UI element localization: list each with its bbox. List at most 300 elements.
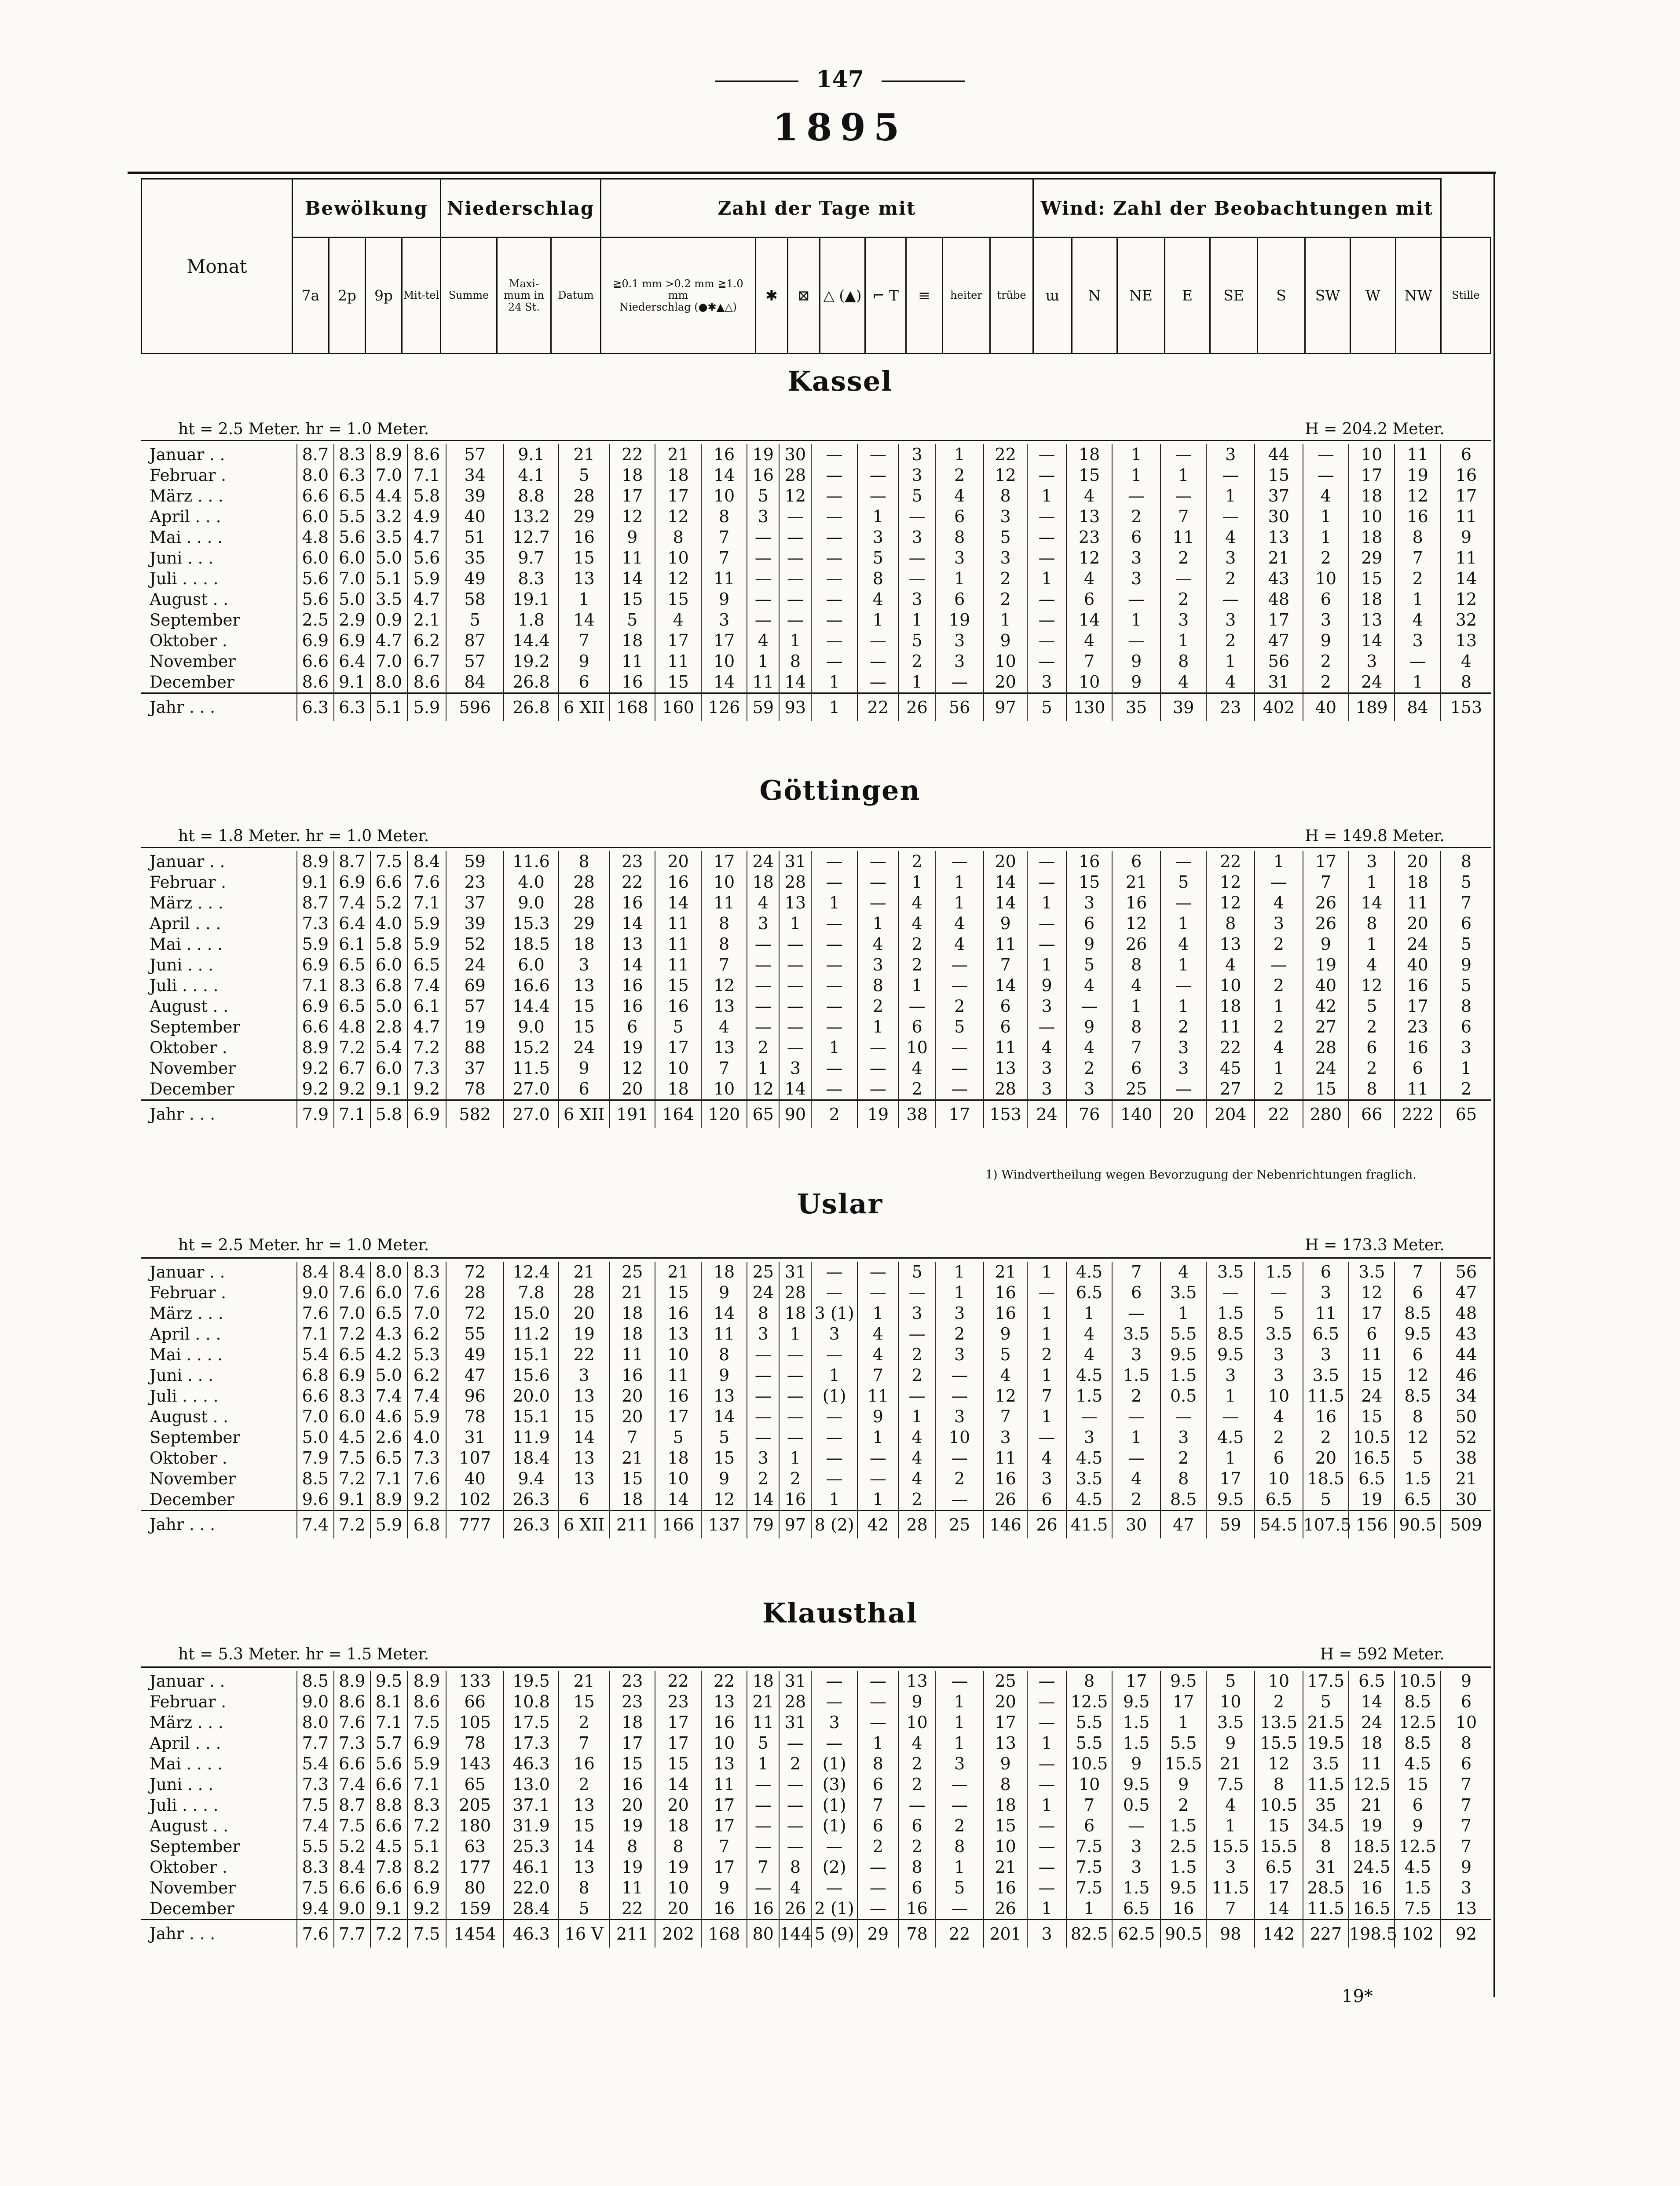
table-cell: 6 [1066,913,1112,934]
table-cell: 3 [1160,1427,1206,1448]
table-cell: 7.1 [297,975,334,996]
table-cell: 18.5 [504,934,559,955]
table-cell: 37.1 [504,1795,559,1816]
table-cell: 55 [446,1324,504,1344]
table-cell: 4 [899,1448,936,1468]
table-cell: 10.5 [1066,1754,1112,1774]
table-cell: 130 [1066,693,1112,721]
table-cell: 21 [609,1282,655,1303]
month-label: Juni . . . [150,1366,213,1385]
table-cell: 4 [1303,486,1349,506]
table-cell: 24 [1349,1386,1395,1406]
table-cell: 15 [1349,1365,1395,1386]
table-cell: 8.5 [1160,1489,1206,1511]
table-cell: 17 [701,1816,747,1836]
table-cell: 8.0 [297,1712,334,1733]
month-label: Oktober . [150,1038,227,1057]
table-cell: — [1112,1816,1160,1836]
table-cell: 7.7 [334,1920,371,1948]
table-cell: 9 [1160,1774,1206,1795]
table-cell: 5.9 [407,913,447,934]
table-cell: 8.6 [297,672,334,693]
table-cell: 7 [857,1795,899,1816]
table-cell: 0.9 [370,610,407,630]
table-cell: 14 [1349,893,1395,913]
table-cell: 37 [446,1058,504,1079]
table-cell: (3) [811,1774,857,1795]
table-cell: 66 [1349,1100,1395,1128]
table-cell: 6.5 [1303,1324,1349,1344]
table-cell: 19 [446,1017,504,1037]
table-cell: 143 [446,1754,504,1774]
table-cell: 2 [935,1468,984,1489]
table-cell: 16.5 [1349,1448,1395,1468]
table-cell: 1 [1303,527,1349,548]
table-cell: 14 [609,568,655,589]
table-cell: 9.5 [1112,1774,1160,1795]
table-cell: 15 [655,975,701,996]
table-cell: 211 [609,1920,655,1948]
table-cell: 93 [779,693,811,721]
table-cell: 59 [1206,1511,1255,1539]
table-cell: 5.4 [297,1754,334,1774]
table-cell: 16 V [559,1920,609,1948]
table-cell: 17 [609,486,655,506]
table-cell: 40 [446,506,504,527]
table-cell: — [857,1058,899,1079]
table-cell: 17 [655,486,701,506]
table-cell: 48 [1441,1303,1491,1324]
table-cell: 17 [1349,1303,1395,1324]
table-cell: 8 [984,486,1027,506]
table-cell: 46.3 [504,1754,559,1774]
table-cell: 14 [559,610,609,630]
table-cell: 6 [1112,1282,1160,1303]
table-cell: 19 [609,1857,655,1878]
table-cell: 5 [1206,1671,1255,1692]
table-cell: 2 [1160,1448,1206,1468]
table-cell: — [811,1058,857,1079]
table-cell: — [747,1795,779,1816]
table-cell: 8 [857,1754,899,1774]
wind-w: W [1351,238,1396,354]
table-cell: 8.9 [370,444,407,465]
table-cell: 7.5 [297,1795,334,1816]
trube-header: trübe [990,238,1033,354]
top-rule [128,172,1496,174]
table-cell: 1.5 [1206,1303,1255,1324]
table-cell: 2 [811,1100,857,1128]
table-cell: 9.7 [504,548,559,568]
table-cell: 12 [747,1079,779,1100]
table-cell: 16 [1395,1037,1440,1058]
table-cell: — [747,527,779,548]
table-cell: — [1027,872,1066,893]
table-cell: 205 [446,1795,504,1816]
table-cell: — [747,589,779,610]
table-cell: 24 [747,851,779,872]
table-cell: — [1112,486,1160,506]
table-cell: 15 [701,1448,747,1468]
table-cell: 6.2 [407,1324,447,1344]
table-cell: 29 [559,506,609,527]
table-cell: 3 [935,1303,984,1324]
table-cell: 7.3 [407,1448,447,1468]
table-cell: 5 [655,1017,701,1037]
table-cell: 13 [701,996,747,1017]
table-cell: 11 [609,651,655,672]
table-cell: — [935,1774,984,1795]
table-cell: 26.8 [504,693,559,721]
table-cell: 16 [747,1898,779,1920]
table-cell: 5.8 [407,486,447,506]
table-cell: 46.3 [504,1920,559,1948]
table-cell: 12 [1112,913,1160,934]
table-cell: 18 [1349,589,1395,610]
table-cell: 3 [1112,1857,1160,1878]
table-cell: 7.5 [370,851,407,872]
table-cell: 8 [935,1836,984,1857]
table-cell: 6 [899,1017,936,1037]
table-cell: 1.5 [1112,1878,1160,1898]
table-cell: — [811,934,857,955]
table-cell: 20 [1395,851,1440,872]
table-cell: — [811,444,857,465]
table-cell: — [779,1017,811,1037]
table-cell: 3 (1) [811,1303,857,1324]
table-cell: 8 [899,1857,936,1878]
station-heights-left: ht = 1.8 Meter. hr = 1.0 Meter. [178,827,429,845]
table-cell: 1.5 [1160,1857,1206,1878]
table-cell: 5.1 [370,693,407,721]
table-cell: 28 [899,1511,936,1539]
table-cell: 24 [1027,1100,1066,1128]
table-cell: 12 [984,1386,1027,1406]
table-cell: 10 [701,1079,747,1100]
table-cell: 19 [1395,465,1440,486]
table-cell: 22.0 [504,1878,559,1898]
table-cell: 8.0 [370,1262,407,1282]
month-row [141,1448,1491,1468]
table-cell: 7.5 [1395,1898,1440,1920]
table-cell: 24 [747,1282,779,1303]
table-cell: 16 [1160,1898,1206,1920]
month-row [141,568,1491,589]
month-label: März . . . [150,1713,223,1732]
month-row [141,589,1491,610]
table-cell: 8.9 [334,1671,371,1692]
table-cell: 1 [1027,486,1066,506]
table-cell: — [1027,934,1066,955]
table-cell: 4.7 [407,1017,447,1037]
table-cell: 4 [857,589,899,610]
table-cell: — [811,610,857,630]
table-cell: 4 [1255,893,1303,913]
table-cell: 19 [1303,955,1349,975]
table-cell: 2 [1112,1386,1160,1406]
table-cell: 10 [1303,568,1349,589]
table-cell: 11 [1395,1079,1440,1100]
table-cell: 16 [655,1386,701,1406]
table-cell: 28 [559,1282,609,1303]
table-cell: 14 [559,1427,609,1448]
table-cell: 28.4 [504,1898,559,1920]
annual-row [141,1920,1491,1948]
table-cell: 3 [811,1712,857,1733]
table-cell: 40 [1303,975,1349,996]
table-cell: 8.3 [334,444,371,465]
table-cell: 5 [1303,1489,1349,1511]
table-cell: 7.2 [334,1468,371,1489]
table-cell: 20 [984,672,1027,693]
table-cell: 8.4 [334,1857,371,1878]
month-row [141,1365,1491,1386]
table-cell: 6 [1441,1692,1491,1712]
table-cell: — [1160,1079,1206,1100]
table-cell: 9 [857,1406,899,1427]
table-cell: 40 [1395,955,1440,975]
table-cell: 15.6 [504,1365,559,1386]
table-cell: 17 [655,1037,701,1058]
table-cell: 6.5 [1349,1468,1395,1489]
table-cell: 84 [446,672,504,693]
table-cell: 5 [1303,1692,1349,1712]
table-cell: 5.0 [334,589,371,610]
wind-n: N [1072,238,1117,354]
table-cell: 7.2 [334,1324,371,1344]
nied-maximum: Maxi-mum in 24 St. [497,238,551,354]
table-cell: 9.6 [297,1489,334,1511]
table-cell: 6 XII [559,693,609,721]
table-cell: — [1303,444,1349,465]
table-cell: 8 [609,1836,655,1857]
table-cell: 49 [446,1344,504,1365]
table-cell: 12 [701,975,747,996]
table-cell: 12 [701,1489,747,1511]
table-cell: 4.1 [504,465,559,486]
table-cell: 7 [559,630,609,651]
table-cell: 2 [899,1754,936,1774]
table-cell: 2.1 [407,610,447,630]
table-cell: — [1395,651,1440,672]
table-cell: — [811,1282,857,1303]
table-cell: 31 [779,1712,811,1733]
table-cell: 22 [1206,851,1255,872]
table-cell: 3 [1206,548,1255,568]
table-cell: — [935,672,984,693]
table-cell: 8.1 [370,1692,407,1712]
table-cell: 8 [701,1344,747,1365]
table-cell: 7.9 [297,1448,334,1468]
table-cell: 35 [1112,693,1160,721]
table-cell: 3 [1027,1920,1066,1948]
table-cell: 1.5 [1112,1365,1160,1386]
table-cell: 90.5 [1160,1920,1206,1948]
table-cell: 6.9 [334,1365,371,1386]
table-cell: 40 [1303,693,1349,721]
table-cell: 2 [1255,934,1303,955]
table-cell: 15 [559,1692,609,1712]
table-cell: (1) [811,1386,857,1406]
table-cell: 1 [899,975,936,996]
month-row [141,1427,1491,1448]
table-cell: 28 [779,1692,811,1712]
table-cell: 8.6 [334,1692,371,1712]
right-rule [1493,172,1495,1997]
table-cell: 10 [701,651,747,672]
month-label: April . . . [150,1734,221,1753]
table-cell: 9 [701,1468,747,1489]
table-cell: 11.5 [1303,1898,1349,1920]
table-cell: 7 [1206,1898,1255,1920]
wind-e: E [1165,238,1210,354]
table-cell: 22 [1206,1037,1255,1058]
table-cell: — [779,1386,811,1406]
table-cell: 17 [655,1712,701,1733]
table-cell: 1 [1303,506,1349,527]
table-cell: 6.1 [334,934,371,955]
table-cell: — [1255,955,1303,975]
table-cell: 10 [1255,1671,1303,1692]
table-cell: 21 [747,1692,779,1712]
table-cell: — [857,672,899,693]
table-cell: 15 [655,672,701,693]
table-cell: 17 [655,1406,701,1427]
station-table [141,444,1491,721]
month-row [141,1282,1491,1303]
table-cell: 10 [655,1468,701,1489]
table-cell: 4 [1066,1324,1112,1344]
month-label: Februar . [150,873,227,892]
month-label: December [150,1490,234,1509]
table-cell: 20 [655,1898,701,1920]
table-cell: — [1206,506,1255,527]
table-cell: 3 [935,1754,984,1774]
table-cell: — [899,568,936,589]
table-cell: 8 [1206,913,1255,934]
month-label: April . . . [150,507,221,526]
month-row [141,1017,1491,1037]
year-title: 1895 [772,106,908,149]
table-cell: 12 [779,486,811,506]
table-cell: 16 [1395,975,1440,996]
table-cell: — [811,568,857,589]
table-cell: 19 [1349,1489,1395,1511]
table-cell: 25 [609,1262,655,1282]
table-cell: 21 [609,1448,655,1468]
table-cell: 2 [1349,1058,1395,1079]
table-cell: 1 [559,589,609,610]
table-cell: 9 [984,1324,1027,1344]
month-label: Juni . . . [150,1775,213,1794]
table-cell: 7.1 [297,1324,334,1344]
table-cell: — [811,996,857,1017]
table-cell: 10 [1441,1712,1491,1733]
table-cell: 1.5 [1160,1816,1206,1836]
table-cell: 5.1 [407,1836,447,1857]
table-cell: 12 [1395,486,1440,506]
table-cell: 31 [1303,1857,1349,1878]
table-cell: 26 [1027,1511,1066,1539]
table-cell: — [899,548,936,568]
table-cell: 7.6 [407,872,447,893]
table-cell: 9.1 [370,1898,407,1920]
table-cell: 204 [1206,1100,1255,1128]
table-cell: 4.5 [1066,1448,1112,1468]
table-cell: 2 [1349,1017,1395,1037]
table-cell: 15 [984,1816,1027,1836]
table-cell: 7.3 [407,1058,447,1079]
table-cell: 7 [1027,1386,1066,1406]
table-cell: 6 [1349,1037,1395,1058]
table-cell: 3 [935,630,984,651]
table-cell: 8 [1160,1468,1206,1489]
table-cell: 1 [1160,996,1206,1017]
table-cell: 19 [609,1816,655,1836]
station-elevation: H = 204.2 Meter. [1305,420,1445,438]
month-label: August . . [150,997,228,1016]
table-cell: 78 [899,1920,936,1948]
table-cell: 14 [1349,630,1395,651]
station-title: Uslar [797,1188,883,1220]
table-cell: 62.5 [1112,1920,1160,1948]
table-cell: 18 [747,1671,779,1692]
table-cell: 20 [655,1795,701,1816]
table-cell: 9 [609,527,655,548]
month-row [141,913,1491,934]
table-cell: 8 [1255,1774,1303,1795]
table-cell: 5.5 [1066,1712,1112,1733]
table-cell: — [1255,872,1303,893]
table-cell: 84 [1395,693,1440,721]
table-cell: 15.2 [504,1037,559,1058]
table-cell: 6.6 [297,651,334,672]
table-cell: 26 [779,1898,811,1920]
table-cell: 5 [655,1427,701,1448]
month-label: December [150,1080,234,1098]
table-cell: 5.9 [407,1406,447,1427]
table-cell: 1 [1027,1324,1066,1344]
table-cell: — [857,1468,899,1489]
table-cell: 39 [446,486,504,506]
table-cell: — [811,1017,857,1037]
table-cell: — [747,1427,779,1448]
table-cell: 7.5 [407,1920,447,1948]
table-cell: 7.1 [407,893,447,913]
table-cell: 5 [1066,955,1112,975]
table-cell: 18 [701,1262,747,1282]
table-cell: 47 [1441,1282,1491,1303]
table-cell: 23 [655,1692,701,1712]
table-cell: 11 [701,568,747,589]
table-cell: — [935,1037,984,1058]
table-cell: 1 [1206,1816,1255,1836]
table-cell: 4 [899,1468,936,1489]
table-cell: 29 [1349,548,1395,568]
table-cell: 18 [609,1303,655,1324]
table-cell: 3 [935,1344,984,1365]
table-cell: 11 [857,1386,899,1406]
table-cell: 14 [655,1489,701,1511]
table-cell: 8 [559,851,609,872]
table-cell: 5 [935,1017,984,1037]
table-cell: 17.5 [504,1712,559,1733]
table-cell: 2 [559,1712,609,1733]
table-cell: — [857,893,899,913]
table-cell: 37 [1255,486,1303,506]
table-cell: 15 [1066,465,1112,486]
table-cell: 9 [559,651,609,672]
